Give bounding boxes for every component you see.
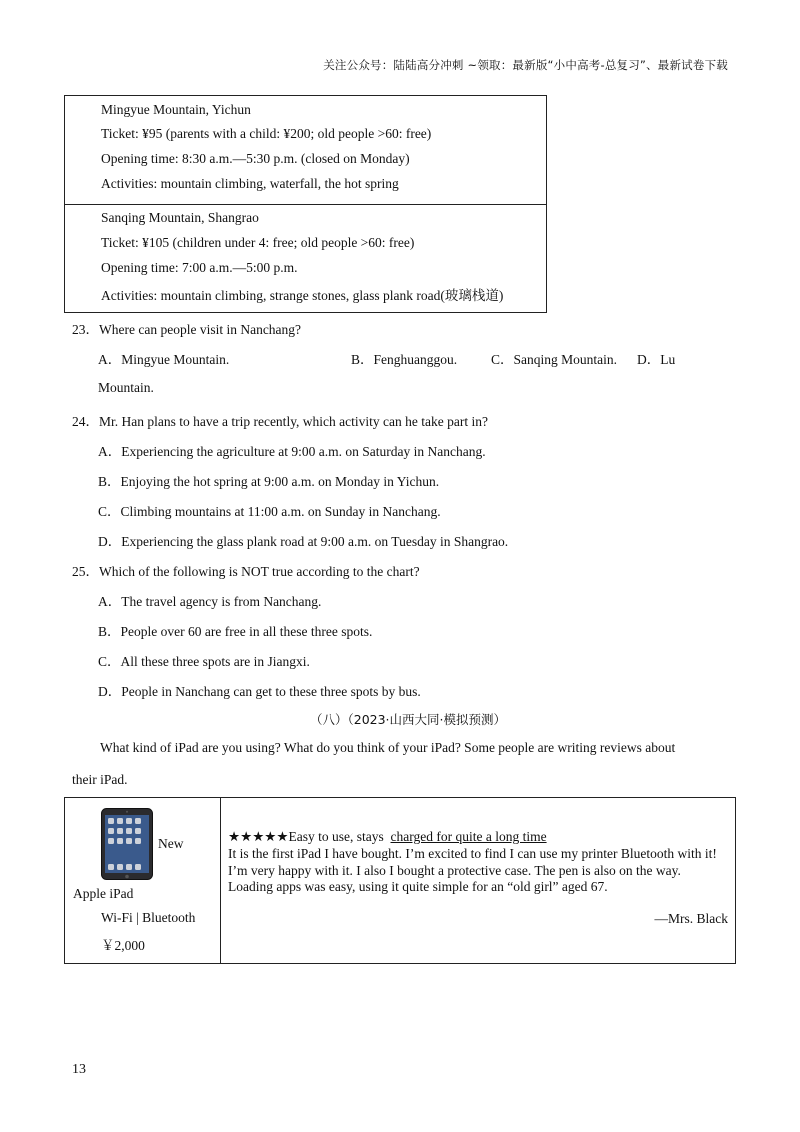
table-divider [65, 204, 546, 205]
question-24-stem: 24．Mr. Han plans to have a trip recently, which activity can he take part in? [72, 414, 488, 429]
question-23-option-d-cont: Mountain. [98, 380, 154, 395]
ipad-image [101, 808, 153, 880]
intro-paragraph-cont: their iPad. [72, 772, 128, 787]
spot-name: Mingyue Mountain, Yichun [101, 102, 251, 117]
question-23-option-d: D．Lu [637, 352, 676, 367]
product-features: Wi-Fi | Bluetooth [101, 910, 196, 925]
question-23-option-b: B．Fenghuanggou. [351, 352, 458, 367]
question-24-option-b: B．Enjoying the hot spring at 9:00 a.m. on Monday in Yichun. [98, 474, 440, 489]
page-header: 关注公众号：陆陆高分冲刺 ~领取：最新版“小中高考-总复习”、最新试卷下载 [323, 58, 728, 72]
question-25-option-a: A．The travel agency is from Nanchang. [98, 594, 322, 609]
review-headline [228, 829, 547, 845]
spots-table [64, 95, 547, 313]
review-author: —Mrs. Black [654, 911, 728, 926]
section-title: （八）（2023·山西大同·模拟预测） [310, 712, 507, 727]
spot-name: Sanqing Mountain, Shangrao [101, 210, 259, 225]
headline-text: Easy to use, stays [288, 829, 384, 844]
spot-ticket: Ticket: ¥105 (children under 4: free; old people >60: free) [101, 235, 415, 250]
question-24-option-d: D．Experiencing the glass plank road at 9:00 a.m. on Tuesday in Shangrao. [98, 534, 509, 549]
spot-opening: Opening time: 7:00 a.m.—5:00 p.m. [101, 260, 298, 275]
headline-underlined: charged for quite a long time [390, 829, 547, 844]
product-price: ￥2,000 [101, 938, 145, 953]
spot-activities: Activities: mountain climbing, strange stones, glass plank road(玻璃栈道) [101, 288, 504, 303]
question-23-option-a: A．Mingyue Mountain. [98, 352, 230, 367]
question-24-option-c: C．Climbing mountains at 11:00 a.m. on Sunday in Nanchang. [98, 504, 441, 519]
new-label: New [158, 836, 184, 851]
question-25-stem: 25．Which of the following is NOT true according to the chart? [72, 564, 420, 579]
review-divider [220, 798, 221, 963]
intro-paragraph: What kind of iPad are you using? What do you think of your iPad? Some people are writing reviews about [100, 740, 676, 755]
spot-opening: Opening time: 8:30 a.m.—5:30 p.m. (closed on Monday) [101, 151, 410, 166]
question-25-option-c: C．All these three spots are in Jiangxi. [98, 654, 310, 669]
review-body: It is the first iPad I have bought. I’m excited to find I can use my printer Bluetooth with it! I’m very happy with it. I also I bought a protective case. The pen is also on the way. Loading apps was easy, using it quite simple for an “old girl” aged 67. [228, 846, 717, 894]
review-table [64, 797, 736, 964]
spot-ticket: Ticket: ¥95 (parents with a child: ¥200; old people >60: free) [101, 126, 432, 141]
question-23-stem: 23．Where can people visit in Nanchang? [72, 322, 302, 337]
rating-stars: ★★★★★ [228, 829, 289, 844]
spot-activities: Activities: mountain climbing, waterfall, the hot spring [101, 176, 399, 191]
product-name: Apple iPad [73, 886, 134, 901]
question-24-option-a: A．Experiencing the agriculture at 9:00 a.m. on Saturday in Nanchang. [98, 444, 486, 459]
question-25-option-b: B．People over 60 are free in all these three spots. [98, 624, 373, 639]
page-number: 13 [72, 1062, 86, 1077]
question-23-option-c: C．Sanqing Mountain. [491, 352, 618, 367]
question-25-option-d: D．People in Nanchang can get to these three spots by bus. [98, 684, 421, 699]
